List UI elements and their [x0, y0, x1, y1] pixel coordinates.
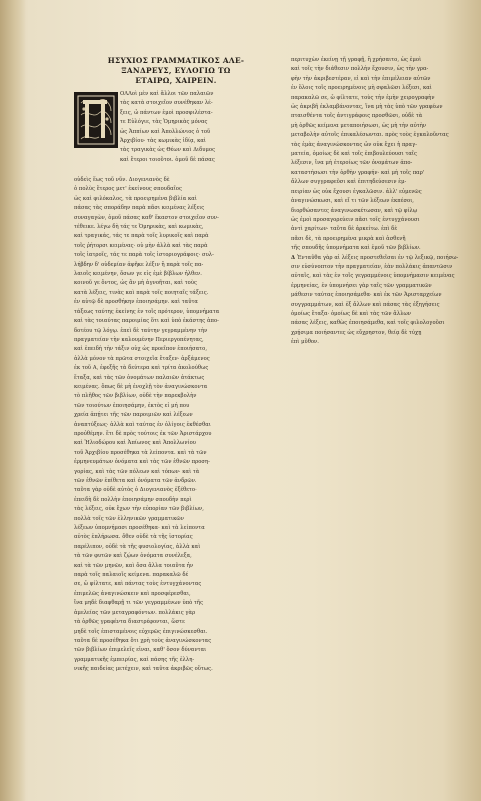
- text-line: καὶ τὰ τῶν μηνῶν, καὶ ὅσα ἄλλα τοιαῦτα ἦν: [74, 562, 194, 569]
- gutter-shadow: [0, 0, 26, 801]
- text-line: μηδὲ τοῖς ἐπισταμένοις εὐχερῶς ἐπιγινώσκεσθαι.: [74, 628, 208, 635]
- text-line: ἀλλὰ μόνον τὰ πρῶτα στοιχεῖα ἔταξεν· ἀρξάμενος: [74, 355, 210, 362]
- text-line: πάσας τὰς σποράδην παρὰ πᾶσι κειμένας λέξεις: [74, 205, 205, 212]
- text-line: καὶ τὰς τοιαύτας παροιμίας ὅτι καὶ ὑπὸ ἑκάστης ἀπο-: [74, 318, 219, 325]
- left-body-text: [74, 176, 278, 675]
- text-line: ὡς Ἀππίων καὶ Ἀπολλώνιος ὁ τοῦ: [120, 128, 211, 135]
- text-line: κατὰ λέξεις, τινὰς καὶ παρὰ τοῖς ποιηταῖς τάξεις.: [74, 289, 209, 296]
- text-line: τῶν βιβλίων ἐπιμελεῖς εἶναι, καθ' ὅσον δύνανται: [74, 647, 207, 654]
- right-body-text: [291, 56, 469, 254]
- text-line: καταστήσωσι τὴν ὀρθὴν γραφήν· καὶ μὴ τοῖς παρ': [291, 169, 425, 176]
- text-line: λήβδην δ' οὐδεμίαν ἀφῆκε λέξιν ἢ παρὰ τοῖς πα-: [74, 261, 204, 268]
- text-line: πάσας λέξεις, καθὼς ἐποιησάμεθα, καὶ τοῖς φιλολογοῦσι: [291, 320, 445, 327]
- text-line: κοινοῦ γε ὄντος, ὡς ἂν μὴ ἀγνοῆται, καὶ τοὺς: [74, 280, 197, 287]
- text-line: ὁ πολὺς ἕτερος μετ' ἐκείνους σπουδαῖος: [74, 186, 182, 193]
- text-line: διορθώσαντες ἀναγινωσκέτωσαν, καὶ τῷ φίλῳ: [291, 207, 418, 214]
- text-line: παρέλιπον, οὐδὲ τὰ τῆς φυσιολογίας, ἀλλὰ καὶ: [74, 543, 201, 550]
- text-line: [291, 254, 469, 263]
- text-line: καὶ τραγικάς, τάς τε παρὰ τοῖς λυρικοῖς καὶ παρὰ: [74, 233, 209, 240]
- text-line: ἀντὶ χαρίτων· ταῦτα δὲ ἀρκείτω. ἐπὶ δὲ: [291, 226, 398, 233]
- decorated-initial-icon: [74, 92, 118, 148]
- text-line: τὰ τῶν φυτῶν καὶ ζῴων ὀνόματα συνέλεξα,: [74, 553, 192, 560]
- text-line: ταῦτα γὰρ οὐδὲ αὐτὸς ὁ Διογενιανὸς ἐξέθετο·: [74, 487, 197, 494]
- text-line: τοῖς ἰατροῖς, τάς τε παρὰ τοῖς ἱστοριογράφοις· συλ-: [74, 252, 214, 259]
- right-paragraph-2: [291, 254, 469, 348]
- text-line: σε, ὦ φίλτατε, καὶ πάντας τοὺς ἐντυγχάνοντας: [74, 581, 202, 588]
- text-line: περιτυχὼν ἐκείνῃ τῇ γραφῇ, ἢ χρήσαιτο, ὡς ἐμοὶ: [291, 57, 422, 63]
- right-column: [291, 56, 469, 348]
- paragraph-mark: Δ: [291, 254, 296, 261]
- text-line: τε Εὐλόγιε, τὰς Ὁμηρικὰς μόνας: [120, 119, 208, 126]
- text-line: τὰς κατὰ στοιχεῖον συνέθηκαν λέ-: [120, 100, 213, 107]
- text-line: μεταβολὴν αὐτοῖς ἐπικαλέσωνται. πρὸς τοὺς ἐγκαλοῦντας: [291, 132, 449, 139]
- text-line: ἀναπτύξεως· ἀλλὰ καὶ ταύτας ἐν ὀλίγοις ἐκθέσθαι: [74, 421, 211, 428]
- heading-line: ΞΑΝΔΡΕΥΣ, ΕΥΛΟΓΙΩ ΤΩ: [121, 66, 231, 75]
- text-line: τοῦ Ἀρχιβίου προσέθηκα τὰ λείποντα. καὶ τὰ τῶν: [74, 449, 207, 456]
- text-line: ταῦτα δὲ προσέθηκα ὅτι χρὴ τοὺς ἀναγινώσκοντας: [74, 637, 212, 644]
- initial-block: [74, 90, 278, 176]
- text-line: χρεία ἀπῄτει τῆς τῶν παροιμιῶν καὶ λέξεων: [74, 412, 193, 419]
- text-line: γορίας, καὶ τὰς τῶν πόλεων καὶ τόπων· καὶ τὰ: [74, 468, 200, 475]
- text-line: καὶ Ἡλιοδώρου καὶ Ἀπίωνος καὶ Ἀπολλωνίου: [74, 440, 197, 447]
- text-line: νικῆς παιδείας μετέχειν, καὶ ταῦτα ἀκριβῶς οὕτως.: [74, 666, 213, 673]
- text-line: καὶ ἕτεροι τοιοῦτοι. ὁμοῦ δὲ πάσας: [120, 156, 215, 163]
- text-line: μὴ ὀρθῶς κείμενα μεταποιήσωσι, ὡς μὴ τὴν αὐτὴν: [291, 122, 427, 129]
- text-line: ἵνα μηδὲ διαφθαρῇ τι τῶν γεγραμμένων ὑπὸ τῆς: [74, 600, 204, 607]
- text-line: τὰς τραγικὰς ὡς Θέων καὶ Διδυμος: [120, 147, 216, 154]
- text-line: μάθεσιν ταύτας ἐποιησάμεθα· καὶ ἐκ τῶν Ἀρισταρχείων: [291, 292, 442, 299]
- text-line: τοῖς ῥήτορσι κειμένας· οὐ μὴν ἀλλὰ καὶ τὰς παρὰ: [74, 242, 208, 249]
- text-line: ματεία, ὁμοίως δὲ καὶ τοῖς ἐπιβουλεύουσι ταῖς: [291, 151, 417, 158]
- text-line: ἐπειδὴ δὲ πολλὴν ἐποιησάμην σπουδὴν περὶ: [74, 496, 192, 503]
- text-line: Ἀρχιβίου· τὰς κωμικὰς ἰδίᾳ, καὶ: [120, 138, 207, 145]
- text-line: τὰς λέξεις, οὐκ ἔχων τὴν εὐπορίαν τῶν βιβλίων,: [74, 506, 204, 513]
- text-line: ΟΛΛοὶ μὲν καὶ ἄλλοι τῶν παλαιῶν: [120, 91, 214, 97]
- text-line: πᾶσι δὲ, τὰ προειρημένα μικρὰ καὶ ἀσθενῆ: [291, 235, 406, 242]
- text-line: ὡς καὶ φιλόκαλος, τὰ προειρημένα βιβλία καὶ: [74, 195, 197, 202]
- text-line: πειρίαν ὡς οὐκ ἔχουσι ἐγκαλῶσιν. ἀλλ' εὐμενῶς: [291, 188, 422, 195]
- text-line: ἑρμηνείας, ἐν ὑπομνήσει γὰρ ταῖς τῶν γραμματικῶν: [291, 282, 432, 289]
- text-line: αὐταῖς, καὶ τὰς ἐν τοῖς γεγραμμένοις ὑπομνήμασιν κειμένας: [291, 273, 455, 280]
- text-line: ἐπιμελῶς ἀναγινώσκειν καὶ προσφέρεσθαι,: [74, 590, 191, 597]
- text-line: ἐν ὅλοις τοῖς προειρημένοις μὴ σφαλῶσι λέξεσι, καὶ: [291, 85, 432, 92]
- text-line: καὶ τοῖς τὴν διάθεσιν πολλὴν ἔχουσιν, ὡς τὴν γρα-: [291, 66, 429, 73]
- text-line: οὐδεὶς ἕως τοῦ νῦν. Διογενιανὸς δὲ: [74, 177, 170, 183]
- text-line: συναγαγὼν, ὁμοῦ πάσας καθ' ἕκαστον στοιχεῖον συν-: [74, 214, 219, 221]
- text-line: τὸ πλῆθος τῶν βιβλίων, οὐδὲ τὴν παρεκβολὴν: [74, 393, 197, 400]
- text-line: τῶν τοιούτων ἐποιησάμην, ἐκτὸς εἰ μή που: [74, 402, 190, 409]
- text-line: τὰ ὀρθῶς γραφέντα διαστρέφονται, ὥστε: [74, 619, 185, 626]
- text-line: ἀμελείας τῶν μεταγραφόντων. πολλάκις γὰρ: [74, 609, 196, 616]
- text-line: τάξεως ταύτης ἐκείνης ἐν τοῖς πρότερον, ὑπομνήματα: [74, 308, 220, 315]
- text-line: τῆς σπουδῆς ὑπομνήματα καὶ ἐμοῦ τῶν βιβλίων.: [291, 245, 421, 252]
- text-line: ἔταξα, καὶ τὰς τῶν ὀνομάτων παλαιῶν ἀτάκτως: [74, 374, 205, 381]
- text-line: συγγραμμάτων, καὶ ἐξ ἄλλων καὶ πάσας τὰς ἐξηγήσεις: [291, 301, 440, 308]
- text-line: δοτέου τῷ λόγῳ. ἐπεὶ δὲ ταύτην γεγραμμένην τὴν: [74, 327, 208, 334]
- text-line: ὡς ἀκριβῆ ἐκλαμβάνοντας, ἵνα μὴ τὰς ὑπὸ τῶν γραφέων: [291, 104, 443, 111]
- text-line: λέξεων ὑπομνήμασι προσέθηκα· καὶ τὰ λείποντα: [74, 525, 205, 532]
- text-line: τέθεικε. λέγω δὴ τάς τε Ὁμηρικὰς, καὶ κωμικὰς,: [74, 224, 204, 231]
- text-line: ἐν αὐτῷ δὲ προσθήκην ἐποιησάμην. καὶ ταῦτα: [74, 299, 198, 306]
- text-line: ἑρμηνευμάτων ὀνόματα καὶ τὰς τῶν ἐθνῶν προση-: [74, 459, 210, 466]
- text-line: πραγματείαν τὴν καλουμένην Περιεργοπένητας,: [74, 336, 204, 343]
- text-line: ἄλλων συγγραφεῦσι καὶ ἐπιτηδεύσεσιν ἐμ-: [291, 179, 407, 186]
- text-line: φὴν τὴν ἀκριβεστέραν, εἰ καὶ τὴν ἐπιμέλειαν αὐτῶν: [291, 75, 431, 82]
- text-line: παρακαλῶ σε, ὦ φίλτατε, τοὺς τὴν ἐμὴν χειρογραφὴν: [291, 94, 435, 101]
- heading-line: ΕΤΑΙΡΩ, ΧΑΙΡΕΙΝ.: [135, 76, 217, 85]
- text-line: πταισθέντα τοῖς ἀντιγράφοις προσθῶσι, οὐδὲ τὰ: [291, 113, 423, 120]
- text-line: κειμένας. ὅπως δὲ μὴ ἐνοχλῇ τὸν ἀναγινώσκοντα: [74, 383, 208, 390]
- heading-line: ΗΣΥΧΙΟΣ ΓΡΑΜΜΑΤΙΚΟΣ ΑΛΕ-: [107, 56, 245, 65]
- text-line: προὐθέμην. ἔτι δὲ πρὸς τούτοις ἐκ τῶν Ἀριστάρχου: [74, 430, 212, 437]
- text-line: πολλὰ τοῖς τῶν ἑλληνικῶν γραμματικῶν: [74, 515, 184, 522]
- text-line: αὐτὸς ἐπλήρωσα. ὅθεν οὐδὲ τὰ τῆς ἱστορίας: [74, 534, 193, 541]
- text-line-content: Ἐνταῦθα γὰρ αἱ λέξεις προστεθεῖσαι ἐν τῷ λεξικῷ, ποιήσω-: [297, 254, 459, 261]
- text-line: τῶν ἐθνῶν ἐπίθετα καὶ ὀνόματα τῶν ἀνδρῶν.: [74, 478, 197, 484]
- left-column: [74, 56, 278, 675]
- text-line: λαιοῖς κειμένην, ὅσων γε εἰς ἐμὲ βίβλων ἦλθεν.: [74, 271, 202, 278]
- dedication-heading: [74, 56, 278, 86]
- text-line: σιν εὐσύνοπτον τὴν πραγματείαν, ἐὰν πολλάκις ἀπαντῶσιν: [291, 263, 453, 270]
- text-line: παρὰ τοῖς παλαιοῖς κείμενα. παρακαλῶ δέ: [74, 572, 189, 579]
- text-line: καὶ ἐπειδὴ τὴν τάξιν οὐχ ὡς προεῖπον ἐποιήσατο,: [74, 346, 208, 353]
- text-line: τὰς ἐμὰς ἀναγινώσκοντας ὧν οὐκ ἔχει ἡ πραγ-: [291, 141, 418, 148]
- text-line: ξεις, ὦ πάντων ἐμοὶ προσφιλέστα-: [120, 109, 213, 116]
- text-line: ἀναγινώσκωσι, καὶ εἴ τι τῶν λέξεων ἐκπέσοι,: [291, 198, 414, 205]
- text-line: ὡς ἐμοὶ προσαγορεύειν πᾶσι τοῖς ἐντυγχάνουσι: [291, 216, 420, 223]
- text-line: λέξεσιν, ἵνα μὴ ἑτεροίως τῶν ὀνομάτων ἀπο-: [291, 160, 413, 167]
- text-line: ἐπὶ μῦθον.: [291, 339, 319, 346]
- text-line: γραμματικῆς ἐμπειρίας, καὶ πάσης τῆς ἑλλη-: [74, 656, 195, 663]
- initial-text: [120, 90, 278, 165]
- text-line: ὁμοίως ἔταξα· ὁμοίως δὲ καὶ τὰς τῶν ἄλλων: [291, 310, 412, 317]
- text-line: χρῄσιμα ποιήσαντες ὡς εὔχρηστον, θείᾳ δὲ τύχῃ: [291, 329, 422, 336]
- text-line: ἐκ τοῦ Α, ἐφεξῆς τὰ δεύτερα καὶ τρίτα ἀκολούθως: [74, 365, 209, 372]
